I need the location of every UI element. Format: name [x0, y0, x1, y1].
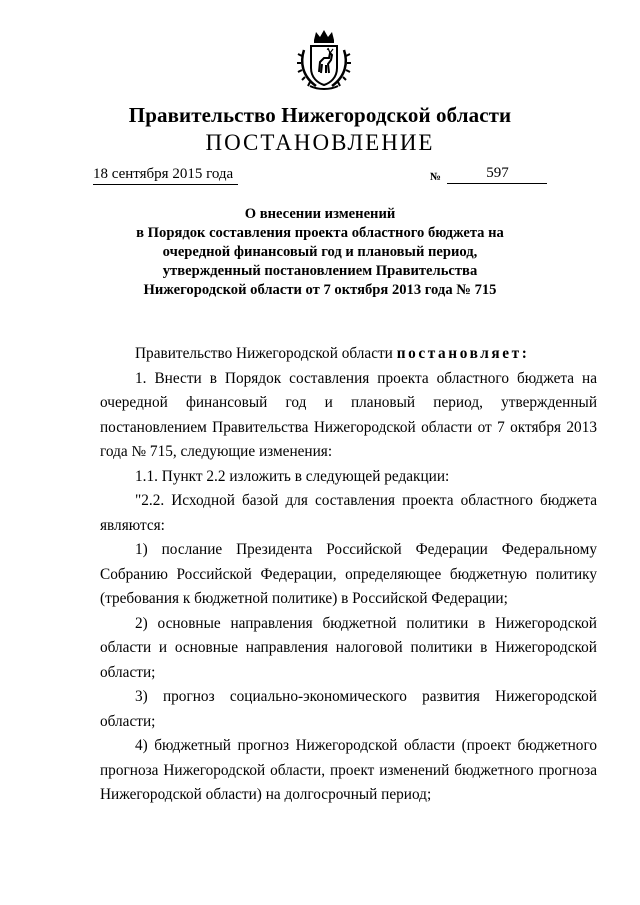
decree-subject	[90, 205, 550, 300]
subject-line: очередной финансовый год и плановый период,	[162, 244, 478, 260]
coat-of-arms-icon	[296, 28, 352, 92]
intro-text: Правительство Нижегородской области	[135, 345, 397, 362]
list-item-line: Нижегородской области) на долгосрочный период;	[100, 786, 432, 803]
paragraph-line: 1. Внести в Порядок составления проекта областного бюджета на	[135, 369, 597, 387]
paragraph-line: "2.2. Исходной базой для составления проекта областного бюджета	[135, 492, 597, 509]
list-item-line: области;	[100, 663, 156, 681]
decree-body	[100, 342, 597, 808]
list-item-line: (требования к бюджетной политике) в Российской Федерации;	[100, 590, 508, 607]
decree-date: 18 сентября 2015 года	[93, 166, 234, 182]
list-item-line: 3) прогноз социально-экономического развития Нижегородской	[135, 688, 597, 705]
subject-line: в Порядок составления проекта областного бюджета на	[136, 225, 504, 241]
list-item-line: области;	[100, 712, 156, 730]
government-title: Правительство Нижегородской области	[128, 103, 512, 127]
subject-line: О внесении изменений	[244, 206, 396, 222]
list-item-line: 1) послание Президента Российской Федерации Федеральному	[135, 541, 597, 558]
decree-title: ПОСТАНОВЛЕНИЕ	[205, 130, 435, 155]
paragraph-line: очередной финансовый год и плановый период, утвержденный	[100, 394, 597, 411]
date-underline	[93, 184, 238, 185]
paragraph-line: являются:	[100, 516, 165, 534]
list-item-line: 4) бюджетный прогноз Нижегородской области (проект бюджетного	[135, 737, 597, 754]
intro-emphasis: постановляет:	[396, 345, 530, 362]
paragraph-line: года № 715, следующие изменения:	[100, 443, 333, 460]
list-item-line: Собранию Российской Федерации, определяющее бюджетную политику	[100, 565, 597, 583]
subject-line: утвержденный постановлением Правительства	[162, 263, 478, 279]
number-underline	[447, 183, 547, 184]
intro-paragraph	[100, 342, 597, 367]
paragraph-line: постановлением Правительства Нижегородской области от 7 октября 2013	[100, 418, 597, 436]
decree-number: 597	[486, 165, 509, 181]
list-item-line: прогноза Нижегородской области, проект изменений бюджетного прогноза	[100, 761, 597, 779]
list-item-line: 2) основные направления бюджетной политики в Нижегородской	[135, 614, 597, 632]
list-item-line: области и основные направления налоговой политики в Нижегородской	[100, 639, 597, 656]
number-sign: №	[430, 171, 442, 183]
subject-line: Нижегородской области от 7 октября 2013 года № 715	[143, 282, 497, 298]
paragraph-line: 1.1. Пункт 2.2 изложить в следующей редакции:	[135, 467, 450, 485]
